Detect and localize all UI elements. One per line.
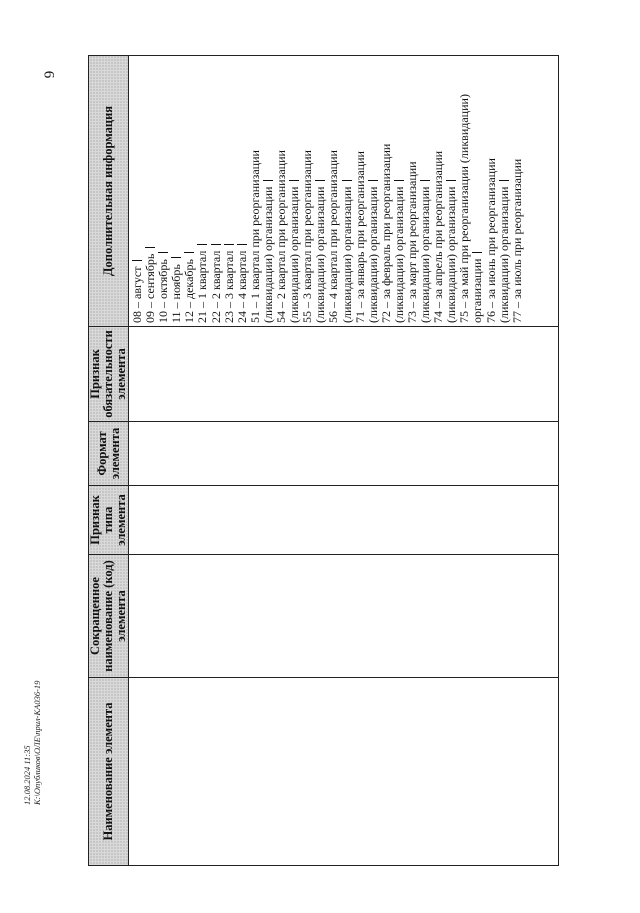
info-line: 51 – 1 квартал при реорганизации	[247, 150, 262, 323]
info-line: (ликвидации) организации	[419, 56, 432, 323]
header-required-flag: Признак обязательности элемента	[89, 327, 129, 422]
info-line: 22 – 2 квартал	[210, 56, 223, 323]
cell-format	[129, 422, 559, 486]
page-number: 6	[40, 70, 57, 79]
info-line: организации	[471, 56, 484, 323]
cell-type-flag	[129, 486, 559, 555]
info-line: 12 – декабрь	[183, 56, 196, 323]
rotated-page	[88, 56, 559, 866]
element-table	[88, 55, 559, 866]
cell-short-name	[129, 555, 559, 678]
header-additional-info: Дополнительная информация	[89, 56, 129, 327]
cell-required-flag	[129, 327, 559, 422]
info-line: (ликвидации) организации	[498, 56, 511, 323]
table-header-row	[89, 56, 129, 866]
info-line: 55 – 3 квартал при реорганизации	[300, 150, 315, 323]
info-line: (ликвидации) организации	[341, 56, 354, 323]
info-line: 76 – за июнь при реорганизации	[483, 158, 498, 323]
info-line: 11 – ноябрь	[170, 56, 183, 323]
info-line: 77 – за июль при реорганизации	[509, 158, 524, 323]
header-short-name: Сокращенное наименование (код) элемента	[89, 555, 129, 678]
info-line: 09 – сентябрь	[144, 56, 157, 323]
footer-file-path: К:\Опубликов\ОЛЕ\прил-КА036-19	[32, 680, 42, 805]
info-line: 56 – 4 квартал при реорганизации	[326, 150, 341, 323]
info-line: 21 – 1 квартал	[196, 56, 209, 323]
header-element-name: Наименование элемента	[89, 678, 129, 866]
info-line: 24 – 4 квартал	[236, 56, 249, 323]
info-line: (ликвидации) организации	[367, 56, 380, 323]
cell-element-name	[129, 678, 559, 866]
cell-additional-info	[129, 56, 559, 327]
header-type-flag: Признак типа элемента	[89, 486, 129, 555]
info-line: 74 – за апрель при реорганизации	[431, 150, 446, 323]
info-line: 75 – за май при реорганизации (ликвидации)	[457, 94, 472, 323]
header-format: Формат элемента	[89, 422, 129, 486]
info-line: 54 – 2 квартал при реорганизации	[274, 150, 289, 323]
info-line: (ликвидации) организации	[288, 56, 301, 323]
info-line: (ликвидации) организации	[262, 56, 275, 323]
footer-timestamp: 12.08.2024 11:35	[22, 745, 32, 805]
info-line: (ликвидации) организации	[393, 56, 406, 323]
print-footer	[22, 681, 42, 805]
info-line: 71 – за январь при реорганизации	[352, 151, 367, 323]
table-row	[129, 56, 559, 866]
info-line: 10 – октябрь	[157, 56, 170, 323]
info-line: 72 – за февраль при реорганизации	[378, 143, 393, 323]
info-line: (ликвидации) организации	[314, 56, 327, 323]
info-line: (ликвидации) организации	[445, 56, 458, 323]
info-line: 23 – 3 квартал	[223, 56, 236, 323]
info-line: 73 – за март при реорганизации	[404, 161, 419, 323]
info-line: 08 – август	[131, 56, 144, 323]
